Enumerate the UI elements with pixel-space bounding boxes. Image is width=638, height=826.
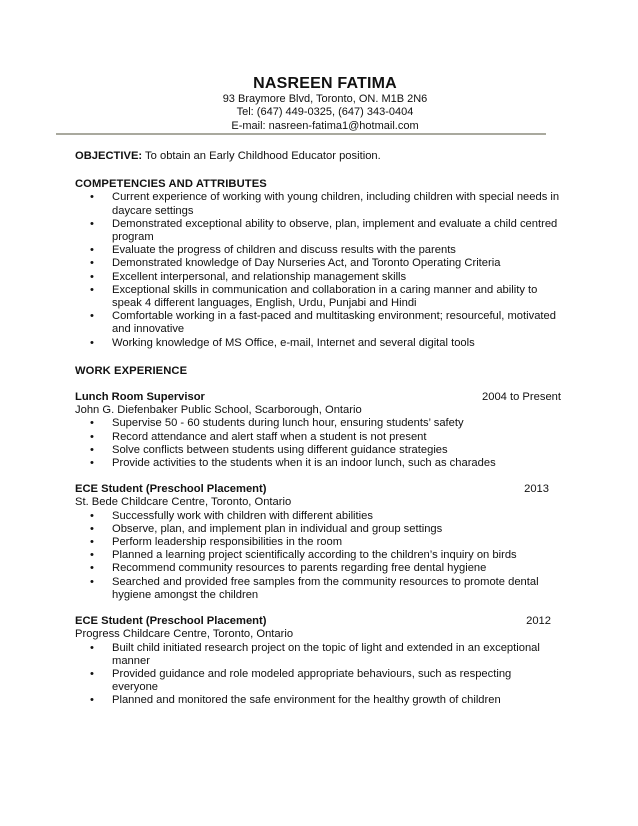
list-item: • Solve conflicts between students using different guidance strategies [90, 443, 448, 456]
bullet-icon: • [90, 270, 94, 283]
bullet-icon: • [90, 694, 94, 707]
list-item: • Working knowledge of MS Office, e-mail, Internet and several digital tools [90, 336, 475, 349]
objective-text: To obtain an Early Childhood Educator position. [142, 150, 381, 162]
bullet-icon: • [90, 257, 94, 270]
bullet-icon: • [90, 336, 94, 349]
bullet-icon: • [90, 575, 94, 588]
list-item: • Provided guidance and role modeled appropriate behaviours, such as respecting everyone [90, 667, 512, 694]
bullet-icon: • [90, 667, 94, 680]
address: 93 Braymore Blvd, Toronto, ON. M1B 2N6 [222, 93, 428, 105]
job-title: Lunch Room Supervisor [75, 391, 205, 404]
bullet-icon: • [90, 509, 94, 522]
list-item: • Demonstrated knowledge of Day Nurseries Act, and Toronto Operating Criteria [90, 257, 501, 270]
job-header [75, 615, 575, 628]
list-item: • Excellent interpersonal, and relationship management skills [90, 270, 407, 283]
list-item: • Exceptional skills in communication and collaboration in a caring manner and ability to speak 4 different languages, English, Urdu, Punjabi and Hindi [90, 283, 538, 310]
job-header [75, 483, 575, 496]
bullet-icon: • [90, 457, 94, 470]
job-title: ECE Student (Preschool Placement) [75, 483, 267, 496]
job-date: 2004 to Present [482, 391, 561, 404]
competencies-list [75, 191, 575, 349]
email: E-mail: nasreen-fatima1@hotmail.com [231, 119, 419, 132]
job-title: ECE Student (Preschool Placement) [75, 615, 267, 628]
job-employer: Progress Childcare Centre, Toronto, Ontario [75, 628, 294, 641]
objective [75, 150, 575, 163]
list-item: • Successfully work with children with different abilities [90, 509, 373, 522]
job-duties-list [75, 642, 575, 708]
job-employer: St. Bede Childcare Centre, Toronto, Ontario [75, 496, 292, 509]
bullet-icon: • [90, 641, 94, 654]
list-item: • Observe, plan, and implement plan in individual and group settings [90, 522, 443, 535]
list-item: • Built child initiated research project on the topic of light and extended in an exceptional manner [90, 641, 540, 667]
bullet-icon: • [90, 562, 94, 575]
job-duties-list [75, 417, 575, 470]
bullet-icon: • [90, 549, 94, 562]
bullet-icon: • [90, 310, 94, 323]
resume-body [75, 150, 575, 708]
header-divider [56, 133, 546, 135]
competencies-heading: COMPETENCIES AND ATTRIBUTES [75, 178, 267, 191]
bullet-icon: • [90, 430, 94, 443]
bullet-icon: • [90, 443, 94, 456]
list-item: • Supervise 50 - 60 students during lunch hour, ensuring students’ safety [90, 417, 464, 430]
bullet-icon: • [90, 417, 94, 430]
list-item: • Comfortable working in a fast-paced and multitasking environment; resourceful, motivated and innovative [90, 310, 556, 336]
resume-header [0, 74, 638, 133]
list-item: • Record attendance and alert staff when a student is not present [90, 430, 427, 443]
job-header [75, 391, 575, 404]
candidate-name: NASREEN FATIMA [253, 75, 397, 92]
job-employer: John G. Diefenbaker Public School, Scarborough, Ontario [75, 404, 362, 417]
list-item: • Demonstrated exceptional ability to observe, plan, implement and evaluate a child centred program [90, 217, 558, 244]
phone: Tel: (647) 449-0325, (647) 343-0404 [236, 106, 414, 119]
job-date: 2012 [526, 615, 551, 628]
bullet-icon: • [90, 283, 94, 296]
job-entry [75, 615, 575, 707]
bullet-icon: • [90, 522, 94, 535]
list-item: • Searched and provided free samples from the community resources to promote dental hygiene amongst the children [90, 575, 539, 601]
job-entry [75, 391, 575, 470]
objective-label: OBJECTIVE: [75, 150, 143, 162]
bullet-icon: • [90, 191, 94, 204]
job-duties-list [75, 510, 575, 602]
bullet-icon: • [90, 244, 94, 257]
list-item: • Provide activities to the students when it is an indoor lunch, such as charades [90, 457, 496, 470]
list-item: • Planned a learning project scientifically according to the children’s inquiry on birds [90, 549, 517, 562]
bullet-icon: • [90, 217, 94, 230]
list-item: • Planned and monitored the safe environment for the healthy growth of children [90, 694, 501, 707]
list-item: • Evaluate the progress of children and discuss results with the parents [90, 244, 456, 257]
list-item: • Current experience of working with young children, including children with special needs in daycare settings [90, 191, 560, 217]
job-entry [75, 483, 575, 602]
list-item: • Perform leadership responsibilities in the room [90, 536, 343, 549]
job-date: 2013 [524, 483, 549, 496]
bullet-icon: • [90, 536, 94, 549]
work-experience-heading: WORK EXPERIENCE [75, 364, 188, 377]
list-item: • Recommend community resources to parents regarding free dental hygiene [90, 562, 487, 575]
